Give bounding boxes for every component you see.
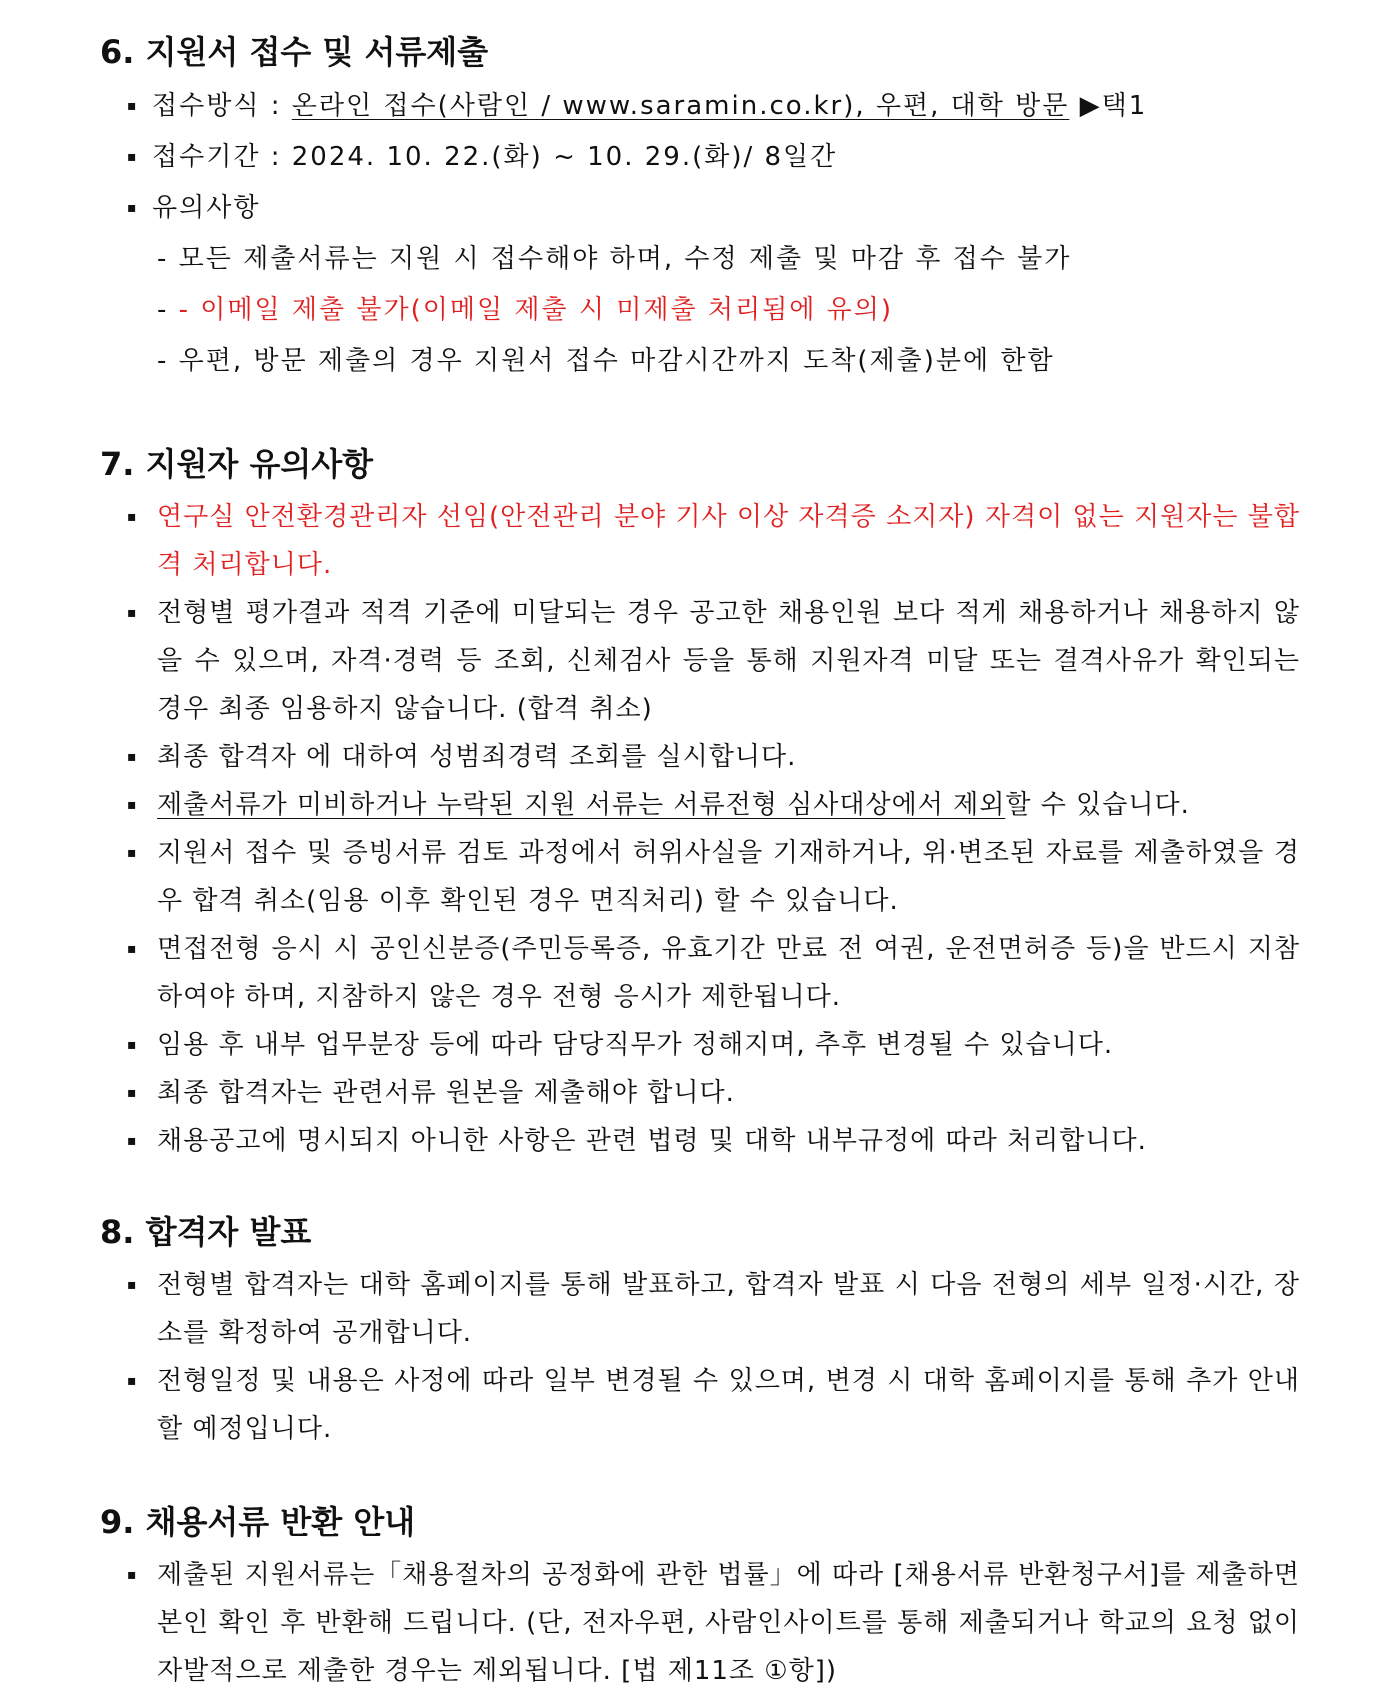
s6-method-channels: 온라인 접수(사람인 / www.saramin.co.kr), 우편, 대학 방문 [291,91,1070,121]
s7-item-2: 전형별 평가결과 적격 기준에 미달되는 경우 공고한 채용인원 보다 적게 채용하거나 채용하지 않을 수 있으며, 자격·경력 등 조회, 신체검사 등을 통해 지원자격 미달 또는 결격사유가 확인되는 경우 최종 임용하지 않습니다. (합격 취소) [157,598,1300,724]
bullet-icon: ▪ [127,605,137,621]
bullet-icon: ▪ [127,98,137,114]
section-8-title: 8. 합격자 발표 [100,1213,312,1251]
s7-item-3: 최종 합격자 에 대하여 성범죄경력 조회를 실시합니다. [157,742,797,772]
s9-item-1: 제출된 지원서류는「채용절차의 공정화에 관한 법률」에 따라 [채용서류 반환청구서]를 제출하면 본인 확인 후 반환해 드립니다. (단, 전자우편, 사람인사이트를 통해 제출되거나 학교의 요청 없이 자발적으로 제출한 경우는 제외됩니다. [법 제11조 ①항]) [157,1560,1300,1686]
s6-note-3: - 우편, 방문 제출의 경우 지원서 접수 마감시간까지 도착(제출)분에 한함 [157,346,1055,376]
bullet-icon: ▪ [127,1277,137,1293]
s7-item-4-rest: 할 수 있습니다. [1005,790,1190,820]
s7-item-4 [157,781,1300,829]
s6-method [152,89,1147,123]
bullet-icon: ▪ [127,1567,137,1583]
s6-notes-title: 유의사항 [152,193,261,223]
bullet-icon: ▪ [127,845,137,861]
s7-item-5: 지원서 접수 및 증빙서류 검토 과정에서 허위사실을 기재하거나, 위·변조된 자료를 제출하였을 경우 합격 취소(임용 이후 확인된 경우 면직처리) 할 수 있습니다. [157,838,1300,916]
bullet-icon: ▪ [127,1037,137,1053]
section-7-title: 7. 지원자 유의사항 [100,445,374,483]
s7-item-8: 최종 합격자는 관련서류 원본을 제출해야 합니다. [157,1078,735,1108]
s7-item-7: 임용 후 내부 업무분장 등에 따라 담당직무가 정해지며, 추후 변경될 수 있습니다. [157,1030,1114,1060]
bullet-icon: ▪ [127,749,137,765]
bullet-icon: ▪ [127,1133,137,1149]
s7-item-6: 면접전형 응시 시 공인신분증(주민등록증, 유효기간 만료 전 여권, 운전면허증 등)을 반드시 지참하여야 하며, 지참하지 않은 경우 전형 응시가 제한됩니다. [157,934,1300,1012]
s6-method-suffix: ▶택1 [1069,91,1148,121]
s7-item-9: 채용공고에 명시되지 아니한 사항은 관련 법령 및 대학 내부규정에 따라 처리합니다. [157,1126,1147,1156]
s6-note-2-text: - 이메일 제출 불가(이메일 제출 시 미제출 처리됨에 유의) [178,295,893,325]
s6-method-label: 접수방식 : [152,91,292,121]
s7-item-4-underlined: 제출서류가 미비하거나 누락된 지원 서류는 서류전형 심사대상에서 제외 [157,790,1006,820]
s6-note-2: - - 이메일 제출 불가(이메일 제출 시 미제출 처리됨에 유의) [157,295,893,325]
bullet-icon: ▪ [127,149,137,165]
s6-period: 접수기간 : 2024. 10. 22.(화) ~ 10. 29.(화)/ 8일간 [152,142,838,172]
s6-note-1: - 모든 제출서류는 지원 시 접수해야 하며, 수정 제출 및 마감 후 접수 불가 [157,244,1072,274]
s8-item-2: 전형일정 및 내용은 사정에 따라 일부 변경될 수 있으며, 변경 시 대학 홈페이지를 통해 추가 안내할 예정입니다. [157,1366,1300,1444]
s8-item-1: 전형별 합격자는 대학 홈페이지를 통해 발표하고, 합격자 발표 시 다음 전형의 세부 일정·시간, 장소를 확정하여 공개합니다. [157,1270,1300,1348]
bullet-icon: ▪ [127,797,137,813]
section-9-title: 9. 채용서류 반환 안내 [100,1503,416,1541]
bullet-icon: ▪ [127,1085,137,1101]
bullet-icon: ▪ [127,200,137,216]
s7-item-1: 연구실 안전환경관리자 선임(안전관리 분야 기사 이상 자격증 소지자) 자격이 없는 지원자는 불합격 처리합니다. [157,502,1300,580]
bullet-icon: ▪ [127,941,137,957]
bullet-icon: ▪ [127,509,137,525]
bullet-icon: ▪ [127,1373,137,1389]
section-6-title: 6. 지원서 접수 및 서류제출 [100,33,489,71]
